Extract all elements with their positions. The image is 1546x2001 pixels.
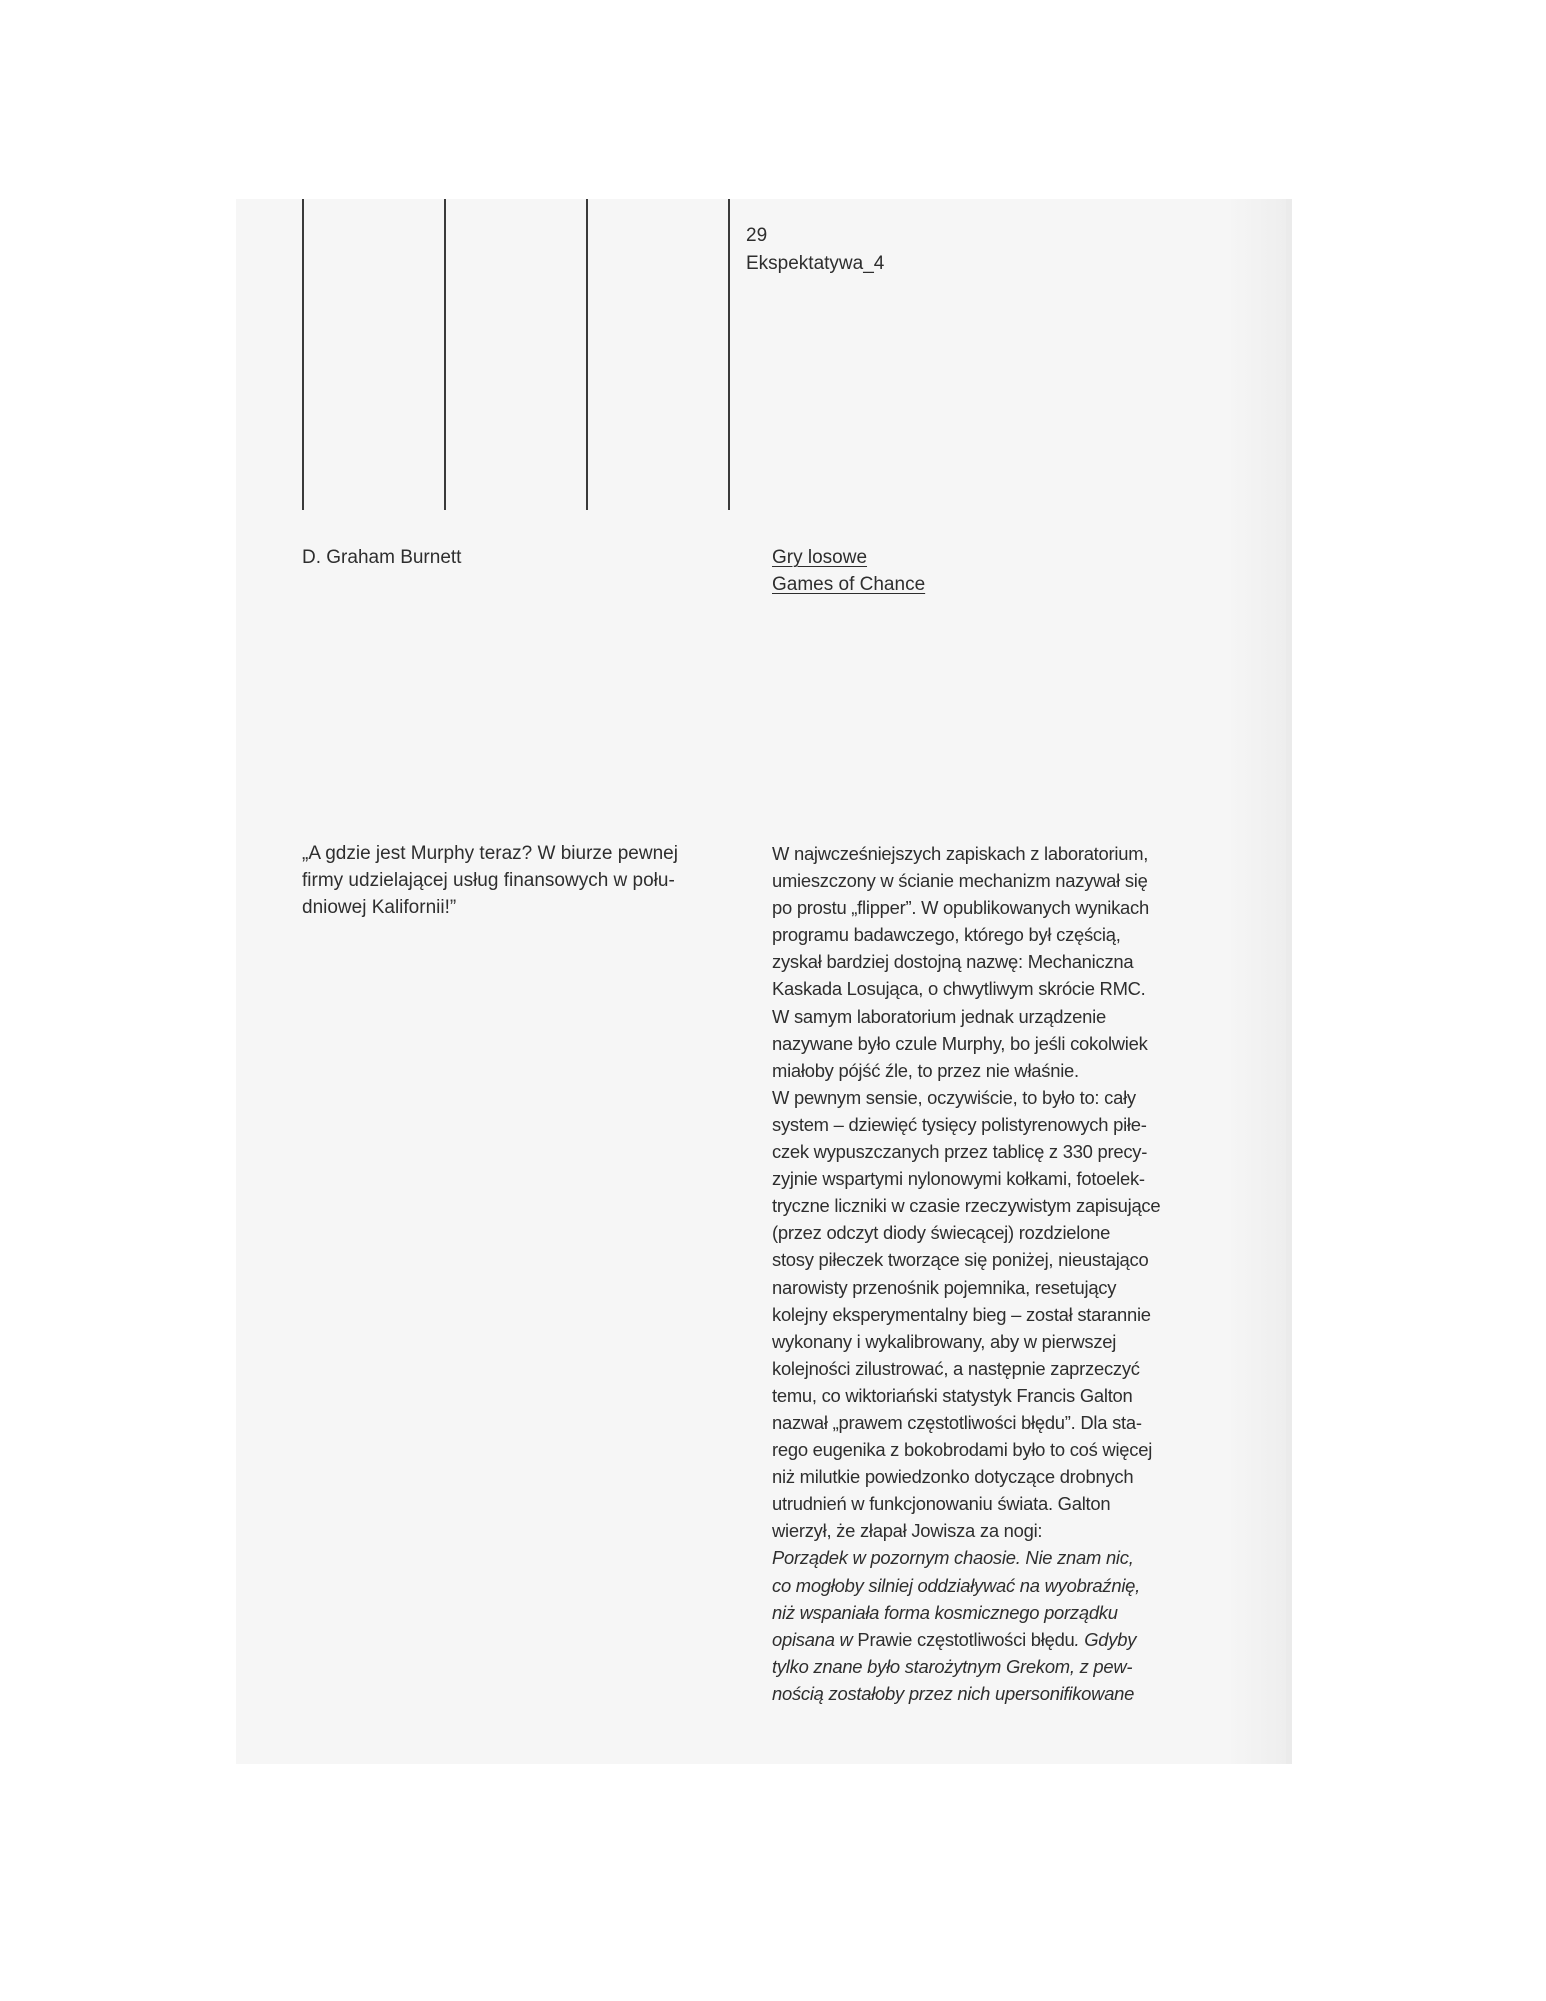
body-line-italic: nością zostałoby przez nich upersonifikowane (772, 1682, 1135, 1704)
body-line: po prostu „flipper”. W opublikowanych wynikach (772, 897, 1149, 919)
mixed-italic-b: . Gdyby (1074, 1628, 1137, 1650)
body-line-mixed (772, 1626, 1232, 1653)
quote-line: „A gdzie jest Murphy teraz? W biurze pewnej (302, 843, 678, 864)
body-line: kolejny eksperymentalny bieg – został starannie (772, 1303, 1151, 1325)
body-line-italic: Porządek w pozornym chaosie. Nie znam nic, (772, 1547, 1134, 1569)
body-line: rego eugenika z bokobrodami było to coś więcej (772, 1439, 1153, 1461)
quote-line: firmy udzielającej usług finansowych w połu- (302, 870, 675, 891)
epigraph-quote (302, 840, 732, 921)
rule-line-1 (302, 199, 304, 510)
body-line: W samym laboratorium jednak urządzenie (772, 1005, 1106, 1027)
paper-shade (1226, 199, 1286, 1764)
body-line: nazywane było czule Murphy, bo jeśli cokolwiek (772, 1032, 1148, 1054)
body-line: umieszczony w ścianie mechanizm nazywał się (772, 870, 1148, 892)
title-polish: Gry losowe (772, 547, 868, 568)
quote-line: dniowej Kalifornii!” (302, 897, 457, 918)
author-name: D. Graham Burnett (302, 547, 462, 568)
body-line: programu badawczego, którego był częścią, (772, 924, 1121, 946)
mixed-italic-a: opisana w (772, 1628, 858, 1650)
body-line: system – dziewięć tysięcy polistyrenowych piłe- (772, 1113, 1147, 1135)
body-text (772, 840, 1232, 1707)
body-line: W najwcześniejszych zapiskach z laboratorium, (772, 843, 1149, 864)
body-line: zyjnie wspartymi nylonowymi kołkami, fotoelek- (772, 1168, 1145, 1190)
rule-line-2 (444, 199, 446, 510)
body-line: zyskał bardziej dostojną nazwę: Mechaniczna (772, 951, 1134, 973)
body-line-italic: niż wspaniała forma kosmicznego porządku (772, 1601, 1118, 1623)
series-title: Ekspektatywa_4 (746, 253, 885, 274)
body-line-italic: tylko znane było starożytnym Grekom, z pew- (772, 1655, 1133, 1677)
body-line: W pewnym sensie, oczywiście, to było to: cały (772, 1086, 1136, 1108)
body-line: wykonany i wykalibrowany, aby w pierwszej (772, 1330, 1117, 1352)
body-line: narowisty przenośnik pojemnika, resetujący (772, 1276, 1117, 1298)
body-line: kolejności zilustrować, a następnie zaprzeczyć (772, 1357, 1140, 1379)
body-line: niż milutkie powiedzonko dotyczące drobnych (772, 1466, 1134, 1488)
article-title (772, 544, 925, 598)
paper-edge (1286, 199, 1292, 1764)
body-line: wierzył, że złapał Jowisza za nogi: (772, 1520, 1043, 1542)
page-number: 29 (746, 225, 768, 246)
body-line-italic: co mogłoby silniej oddziaływać na wyobraźnię, (772, 1574, 1140, 1596)
title-english: Games of Chance (772, 574, 926, 595)
body-line: temu, co wiktoriański statystyk Francis Galton (772, 1384, 1133, 1406)
body-line: nazwał „prawem częstotliwości błędu”. Dla sta- (772, 1411, 1142, 1433)
body-line: tryczne liczniki w czasie rzeczywistym zapisujące (772, 1195, 1161, 1217)
rule-line-4 (728, 199, 730, 510)
body-line: (przez odczyt diody świecącej) rozdzielone (772, 1222, 1111, 1244)
body-line: stosy piłeczek tworzące się poniżej, nieustająco (772, 1249, 1149, 1271)
rule-line-3 (586, 199, 588, 510)
body-line: utrudnień w funkcjonowaniu świata. Galton (772, 1493, 1111, 1515)
body-line: czek wypuszczanych przez tablicę z 330 precy- (772, 1141, 1148, 1163)
body-line: Kaskada Losująca, o chwytliwym skrócie RMC. (772, 978, 1146, 1000)
body-line: miałoby pójść źle, to przez nie właśnie. (772, 1059, 1079, 1081)
mixed-roman: Prawie częstotliwości błędu (857, 1628, 1075, 1650)
